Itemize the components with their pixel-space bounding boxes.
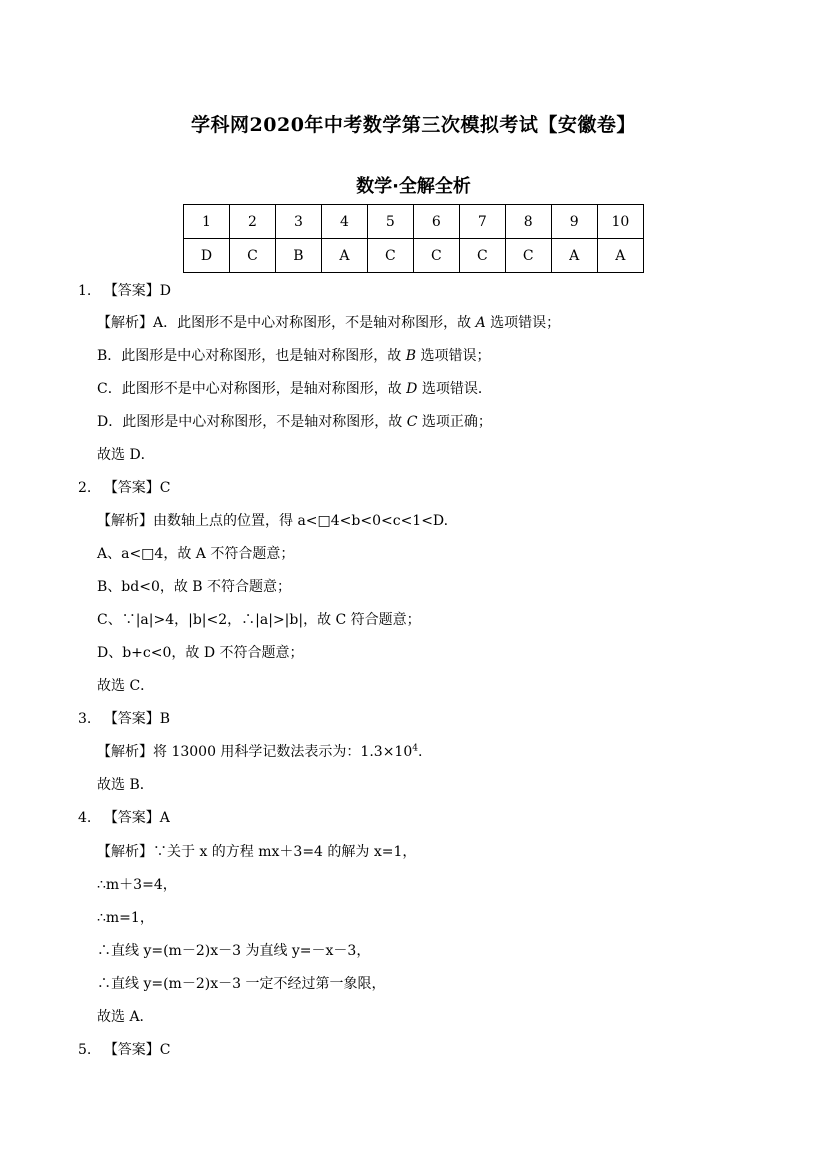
q4-step-4: ∴直线 y=(m－2)x－3 一定不经过第一象限， (97, 976, 386, 992)
question-number: 3. (78, 711, 92, 727)
text: D．此图形是中心对称图形，不是轴对称图形，故 (97, 414, 407, 430)
table-cell: 2 (229, 205, 275, 239)
answer-label: 【答案】A (103, 810, 170, 826)
table-cell: 7 (459, 205, 505, 239)
question-2-header (78, 479, 171, 497)
text: 选项错误． (417, 381, 492, 397)
table-cell: 4 (321, 205, 367, 239)
table-cell: A (551, 239, 597, 273)
q1-analysis-a (97, 314, 560, 332)
q4-analysis: 【解析】∵关于 x 的方程 mx＋3=4 的解为 x=1， (97, 844, 417, 860)
page-subtitle: 数学·全解全析 (356, 176, 471, 197)
question-number: 1. (78, 283, 92, 299)
answer-label: 【答案】B (103, 711, 171, 727)
q1-analysis-d (97, 413, 492, 431)
table-cell: C (367, 239, 413, 273)
exponent: 4 (412, 743, 418, 754)
text: 选项错误； (416, 348, 491, 364)
option-var: B (405, 348, 417, 364)
answer-label: 【答案】C (103, 480, 171, 496)
answer-table (183, 204, 644, 273)
question-number: 2. (78, 480, 92, 496)
question-3-header (78, 710, 170, 728)
answer-table-number-row (184, 205, 644, 239)
q4-step-3: ∴直线 y=(m－2)x－3 为直线 y=－x－3， (97, 943, 371, 959)
q1-conclusion: 故选 D． (97, 447, 155, 463)
question-number: 4. (78, 810, 92, 826)
table-cell: B (275, 239, 321, 273)
table-cell: C (459, 239, 505, 273)
q2-line-b: B、bd<0，故 B 不符合题意； (97, 579, 292, 595)
table-cell: D (184, 239, 230, 273)
table-cell: 10 (597, 205, 643, 239)
q1-analysis-b (97, 347, 491, 365)
table-cell: A (321, 239, 367, 273)
table-cell: 1 (184, 205, 230, 239)
q3-analysis (97, 743, 422, 761)
text: 选项正确； (417, 414, 492, 430)
table-cell: C (413, 239, 459, 273)
q2-line-c: C、∵|a|>4，|b|<2，∴|a|>|b|，故 C 符合题意； (97, 612, 421, 628)
table-cell: C (505, 239, 551, 273)
text: B．此图形是中心对称图形，也是轴对称图形，故 (97, 348, 406, 364)
question-1-header (78, 282, 171, 300)
q4-step-2: ∴m=1， (97, 910, 154, 926)
table-cell: 6 (413, 205, 459, 239)
q2-line-a: A、a<□4，故 A 不符合题意； (97, 546, 295, 562)
q4-step-1: ∴m＋3=4， (97, 877, 177, 893)
table-cell: 8 (505, 205, 551, 239)
q4-conclusion: 故选 A． (97, 1009, 154, 1025)
question-4-header (78, 809, 170, 827)
table-cell: 9 (551, 205, 597, 239)
text: . (417, 744, 423, 760)
answer-table-answer-row (184, 239, 644, 273)
page-title: 学科网2020年中考数学第三次模拟考试【安徽卷】 (191, 114, 636, 136)
q3-conclusion: 故选 B． (97, 777, 154, 793)
question-5-header (78, 1041, 171, 1059)
table-cell: 3 (275, 205, 321, 239)
text: 【解析】将 13000 用科学记数法表示为：1.3×10 (97, 744, 413, 760)
text: 选项错误； (485, 315, 561, 331)
q2-analysis: 【解析】由数轴上点的位置，得 a<□4<b<0<c<1<D. (97, 513, 449, 529)
text: C．此图形不是中心对称图形，是轴对称图形，故 (97, 381, 407, 397)
question-number: 5. (78, 1042, 92, 1058)
answer-label: 【答案】D (103, 283, 172, 299)
table-cell: A (597, 239, 643, 273)
answer-label: 【答案】C (103, 1042, 171, 1058)
option-var: D (406, 381, 418, 397)
q2-line-d: D、b+c<0，故 D 不符合题意； (97, 645, 304, 661)
table-cell: 5 (367, 205, 413, 239)
option-var: C (406, 414, 418, 430)
q2-conclusion: 故选 C． (97, 678, 155, 694)
table-cell: C (229, 239, 275, 273)
q1-analysis-c (97, 380, 492, 398)
option-var: A (475, 315, 486, 331)
text: 【解析】A．此图形不是中心对称图形，不是轴对称图形，故 (97, 315, 476, 331)
